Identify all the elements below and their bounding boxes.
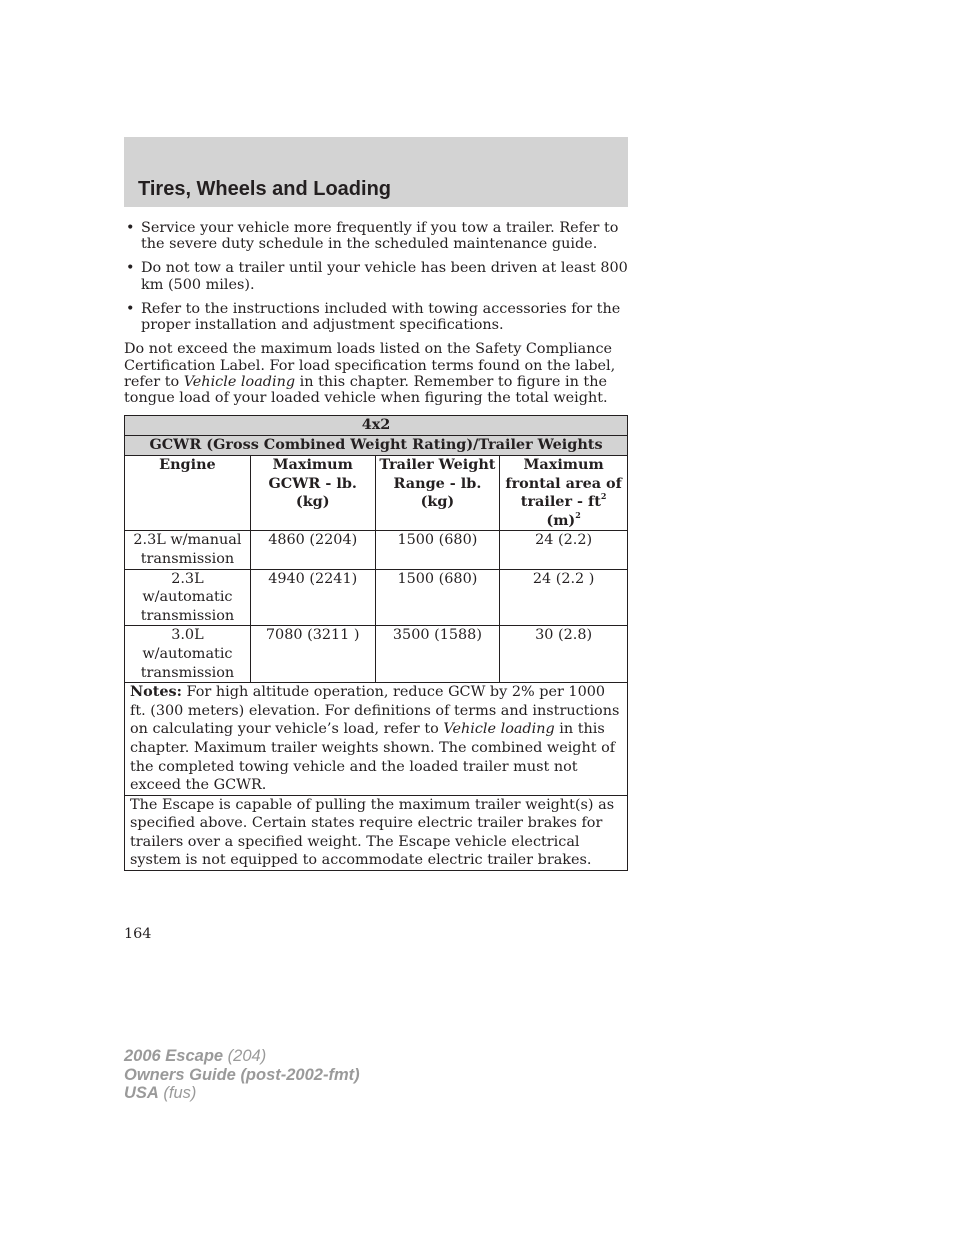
section-title: Tires, Wheels and Loading	[138, 178, 392, 200]
cell-trailer: 3500 (1588)	[375, 626, 500, 683]
table-row	[125, 531, 628, 569]
capability-row	[125, 795, 628, 870]
capability-cell: The Escape is capable of pulling the maximum trailer weight(s) as specified above. Certain states require electric trailer brakes for trailers over a specified weight. The Escape vehicle electrical system is not equipped to accommodate electric trailer brakes.	[125, 795, 628, 870]
bullet-icon: •	[126, 220, 135, 236]
list-item	[124, 260, 628, 293]
document-footer: 2006 Escape (204) Owners Guide (post-2002-fmt) USA (fus)	[124, 1047, 360, 1102]
cell-area: 24 (2.2)	[500, 531, 628, 569]
body-paragraph	[124, 341, 628, 407]
bullet-list	[124, 220, 628, 334]
list-item	[124, 220, 628, 253]
table-subtitle: GCWR (Gross Combined Weight Rating)/Trailer Weights	[125, 436, 628, 456]
notes-row	[125, 683, 628, 796]
page-number: 164	[124, 926, 152, 942]
table-subtitle-row	[125, 436, 628, 456]
table-row	[125, 569, 628, 626]
cell-engine: 3.0L w/automatic transmission	[125, 626, 251, 683]
table-header-row	[125, 456, 628, 531]
bullet-text: Do not tow a trailer until your vehicle has been driven at least 800 km (500 miles).	[141, 260, 628, 293]
cell-area: 24 (2.2 )	[500, 569, 628, 626]
paragraph-text: Do not exceed the maximum loads listed on the Safety Compliance Certification Label. For load specification terms found on the label, refer to	[124, 341, 616, 391]
table-title: 4x2	[125, 416, 628, 436]
cell-gcwr: 4860 (2204)	[250, 531, 375, 569]
table-title-row	[125, 416, 628, 436]
cell-area: 30 (2.8)	[500, 626, 628, 683]
notes-cell: Notes: For high altitude operation, reduce GCW by 2% per 1000 ft. (300 meters) elevation. For definitions of terms and instructions on calculating your vehicle’s load, refer to Vehicle loading in this chapter. Maximum trailer weights shown. The combined weight of the completed towing vehicle and the loaded trailer must not exceed the GCWR.	[125, 683, 628, 796]
table-row	[125, 626, 628, 683]
cell-gcwr: 7080 (3211 )	[250, 626, 375, 683]
section-header	[124, 137, 628, 207]
col-header-engine: Engine	[125, 456, 251, 531]
towing-table	[124, 415, 628, 871]
cell-trailer: 1500 (680)	[375, 531, 500, 569]
main-content	[124, 220, 628, 407]
bullet-icon: •	[126, 260, 135, 277]
col-header-trailer-weight: Trailer Weight Range - lb. (kg)	[375, 456, 500, 531]
bullet-text: Service your vehicle more frequently if you tow a trailer. Refer to the severe duty schedule in the scheduled maintenance guide.	[141, 220, 619, 253]
cell-engine: 2.3L w/manual transmission	[125, 531, 251, 569]
col-header-max-gcwr: Maximum GCWR - lb. (kg)	[250, 456, 375, 531]
vehicle-loading-reference: Vehicle loading	[443, 721, 555, 738]
cell-trailer: 1500 (680)	[375, 569, 500, 626]
col-header-frontal-area: Maximum frontal area of trailer - $ft^2$ $(m)^2$	[500, 456, 628, 531]
cell-engine: 2.3L w/automatic transmission	[125, 569, 251, 626]
cell-gcwr: 4940 (2241)	[250, 569, 375, 626]
bullet-icon: •	[126, 300, 135, 317]
vehicle-loading-reference: Vehicle loading	[183, 374, 296, 391]
bullet-text: Refer to the instructions included with towing accessories for the proper installation and adjustment specifications.	[141, 300, 621, 334]
list-item	[124, 301, 628, 334]
paragraph-text: in this chapter. Remember to figure in the tongue load of your loaded vehicle when figuring the total weight.	[124, 374, 608, 407]
